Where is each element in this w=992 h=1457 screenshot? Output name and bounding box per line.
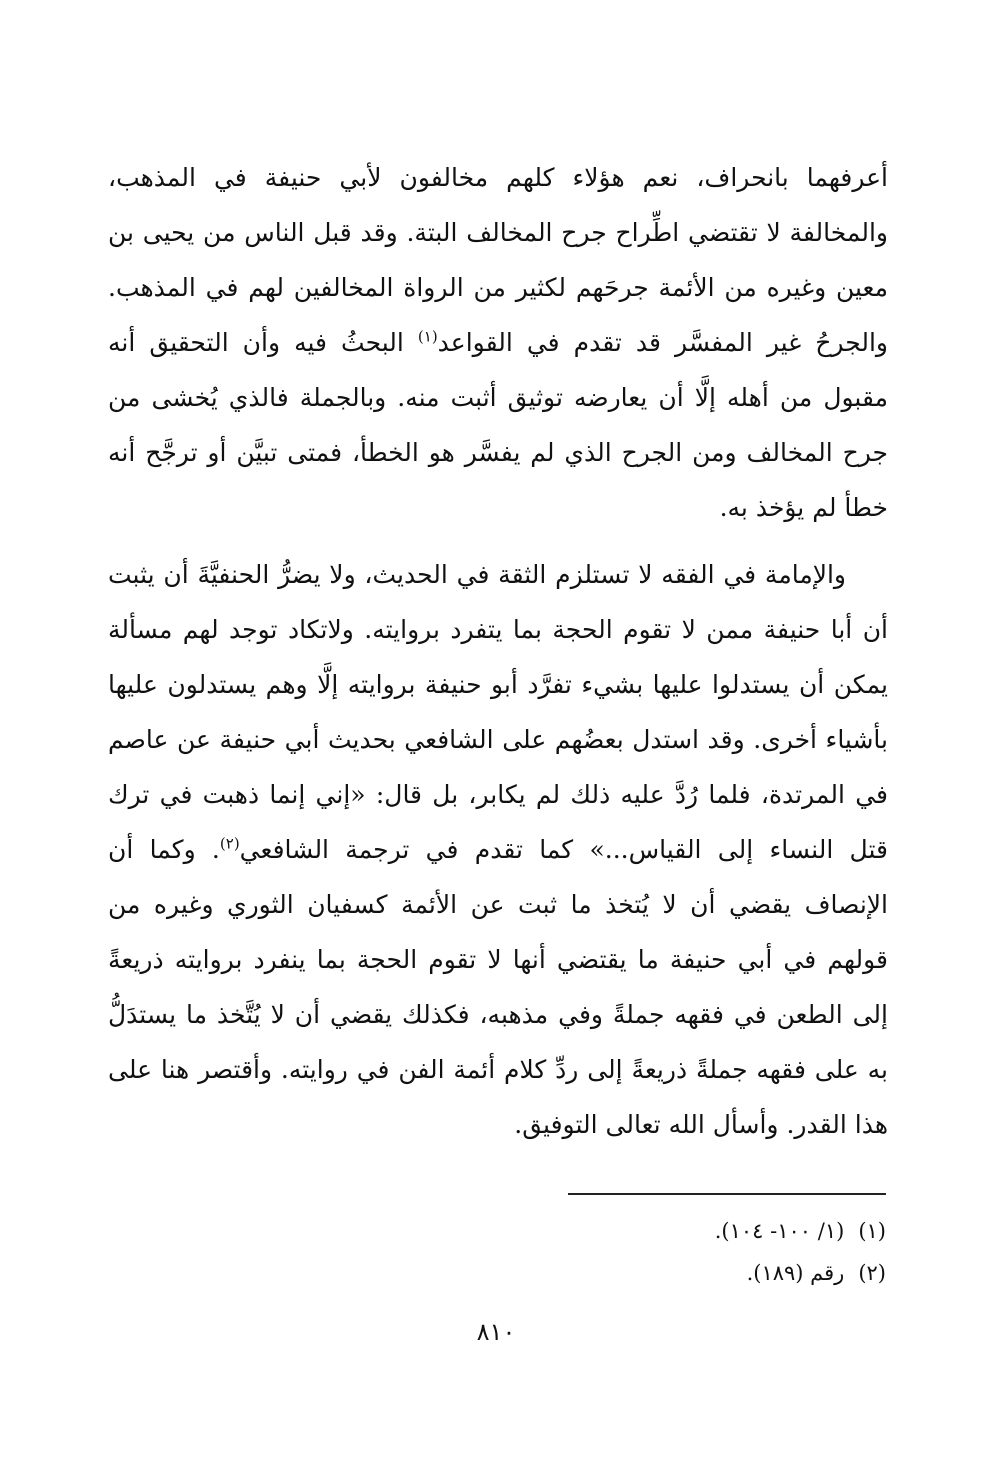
paragraph-2-continuation: . وكما أن الإنصاف يقضي أن لا يُتخذ ما ثبت عن الأئمة كسفيان الثوري وغيره من قولهم في أبي حنيفة ما يقتضي أنها لا تقوم الحجة بما ينفرد بروايته ذريعةً إلى الطعن في فقهه جملةً وفي مذهبه، فكذلك يقضي أن لا يُتَّخذ ما يستدَلُّ به على فقهه جملةً ذريعةً إلى ردِّ كلام أئمة الفن في روايته. وأقتصر هنا على هذا القدر. وأسأل الله تعالى التوفيق. <box>108 835 888 1139</box>
paragraph-1-continuation: البحثُ فيه وأن التحقيق أنه مقبول من أهله إلَّا أن يعارضه توثيق أثبت منه. وبالجملة فالذي يُخشى من جرح المخالف ومن الجرح الذي لم يفسَّر هو الخطأ، فمتى تبيَّن أو ترجَّح أنه خطأ لم يؤخذ به. <box>108 328 888 522</box>
footnote-divider <box>568 1193 886 1195</box>
footnote-number: (١) <box>858 1219 886 1243</box>
paragraph-text <box>108 547 888 1152</box>
paragraph-2-text: والإمامة في الفقه لا تستلزم الثقة في الحديث، ولا يضرُّ الحنفيَّةَ أن يثبت أن أبا حنيفة ممن لا تقوم الحجة بما يتفرد بروايته. ولاتكاد توجد لهم مسألة يمكن أن يستدلوا عليها بشيء تفرَّد أبو حنيفة بروايته إلَّا وهم يستدلون عليها بأشياء أخرى. وقد استدل بعضُهم على الشافعي بحديث أبي حنيفة عن عاصم في المرتدة، فلما رُدَّ عليه ذلك لم يكابر، بل قال: «إني إنما ذهبت في ترك قتل النساء إلى القياس...» كما تقدم في ترجمة الشافعي <box>108 560 888 864</box>
footnote-text: (١/ ١٠٠- ١٠٤). <box>714 1219 845 1243</box>
footnote-number: (٢) <box>858 1261 886 1285</box>
page-number: ٨١٠ <box>476 1318 516 1346</box>
footnote-ref-2: (٢) <box>219 834 240 853</box>
footnote-text: رقم (١٨٩). <box>746 1261 845 1285</box>
paragraph-text <box>108 150 888 535</box>
footnote-1 <box>560 1210 886 1252</box>
paragraph-1-text: أعرفهما بانحراف، نعم هؤلاء كلهم مخالفون لأبي حنيفة في المذهب، والمخالفة لا تقتضي اطِّراح جرح المخالف البتة. وقد قبل الناس من يحيى بن معين وغيره من الأئمة جرحَهم لكثير من الرواة المخالفين لهم في المذهب. والجرحُ غير المفسَّر قد تقدم في القواعد <box>108 163 888 357</box>
body-paragraph-1 <box>108 150 888 535</box>
body-paragraph-2 <box>108 547 888 1152</box>
footnotes <box>560 1210 886 1294</box>
footnote-ref-1: (١) <box>417 327 438 346</box>
footnote-2 <box>560 1252 886 1294</box>
